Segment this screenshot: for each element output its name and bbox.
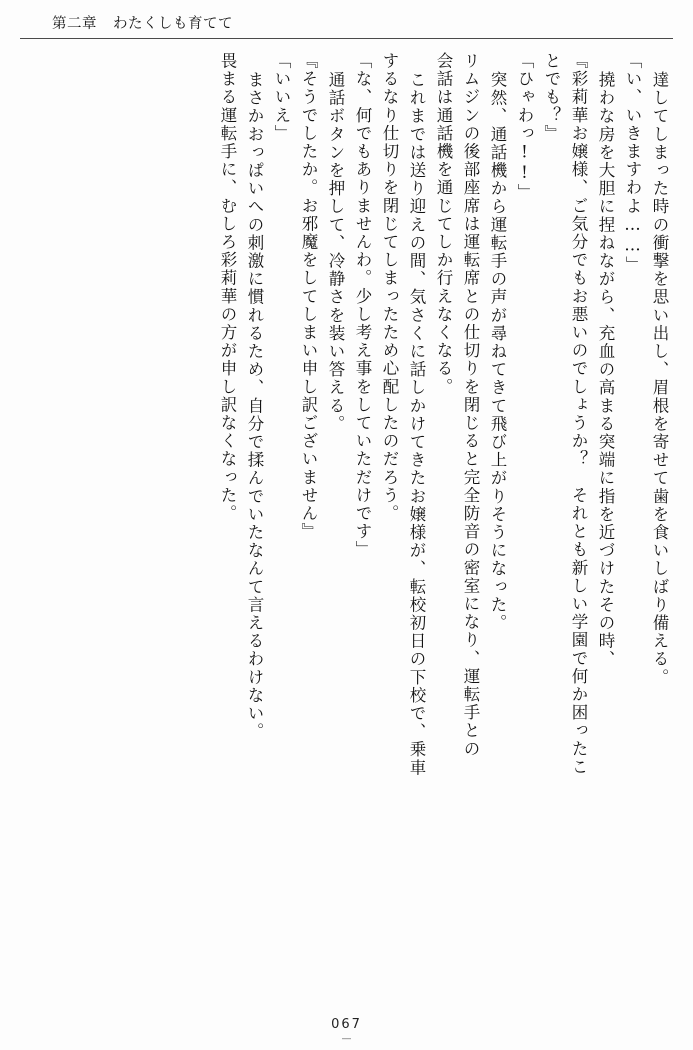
chapter-number: 第二章	[52, 16, 97, 32]
header-rule	[20, 38, 673, 39]
text-line: 「いいえ」	[272, 52, 291, 143]
body-text	[26, 52, 667, 982]
page-number: 067	[331, 1017, 362, 1032]
text-line: 突然、通話機から運転手の声が尋ねてきて飛び上がりそうになった。	[488, 71, 507, 633]
text-line: するなり仕切りを閉じてしまったため心配したのだろう。	[380, 52, 399, 523]
text-line: 「な、何でもありませんわ。少し考え事をしていただけです」	[353, 52, 372, 559]
text-line: 「い、いきますわよ……」	[623, 52, 642, 275]
text-line: これまでは送り迎えの間、気さくに話しかけてきたお嬢様が、転校初日の下校で、乗車	[407, 71, 426, 777]
text-line: 達してしまった時の衝撃を思い出し、眉根を寄せて歯を食いしばり備える。	[650, 71, 669, 687]
text-line: 通話ボタンを押して、冷静さを装い答える。	[326, 71, 345, 433]
text-line: 会話は通話機を通じてしか行えなくなる。	[434, 52, 453, 396]
folio-mark: ―	[342, 1034, 351, 1044]
text-line: まさかおっぱいへの刺激に慣れるため、自分で揉んでいたなんて言えるわけない。	[245, 71, 264, 741]
text-line: リムジンの後部座席は運転席との仕切りを閉じると完全防音の密室になり、運転手との	[461, 52, 480, 758]
text-line: 『彩莉華お嬢様、ご気分でもお悪いのでしょうか？ それとも新しい学園で何か困ったこ	[569, 52, 588, 776]
chapter-title: わたくしも育てて	[113, 16, 233, 32]
text-line: 畏まる運転手に、むしろ彩莉華の方が申し訳なくなった。	[218, 52, 237, 523]
text-line: とでも？』	[542, 52, 561, 143]
text-line: 『そうでしたか。お邪魔をしてしまい申し訳ございません』	[299, 52, 318, 541]
text-line: 「ひゃわっ!!」	[515, 52, 534, 202]
text-line: 撓わな房を大胆に捏ねながら、充血の高まる突端に指を近づけたその時、	[596, 71, 615, 669]
page-header	[52, 12, 233, 33]
